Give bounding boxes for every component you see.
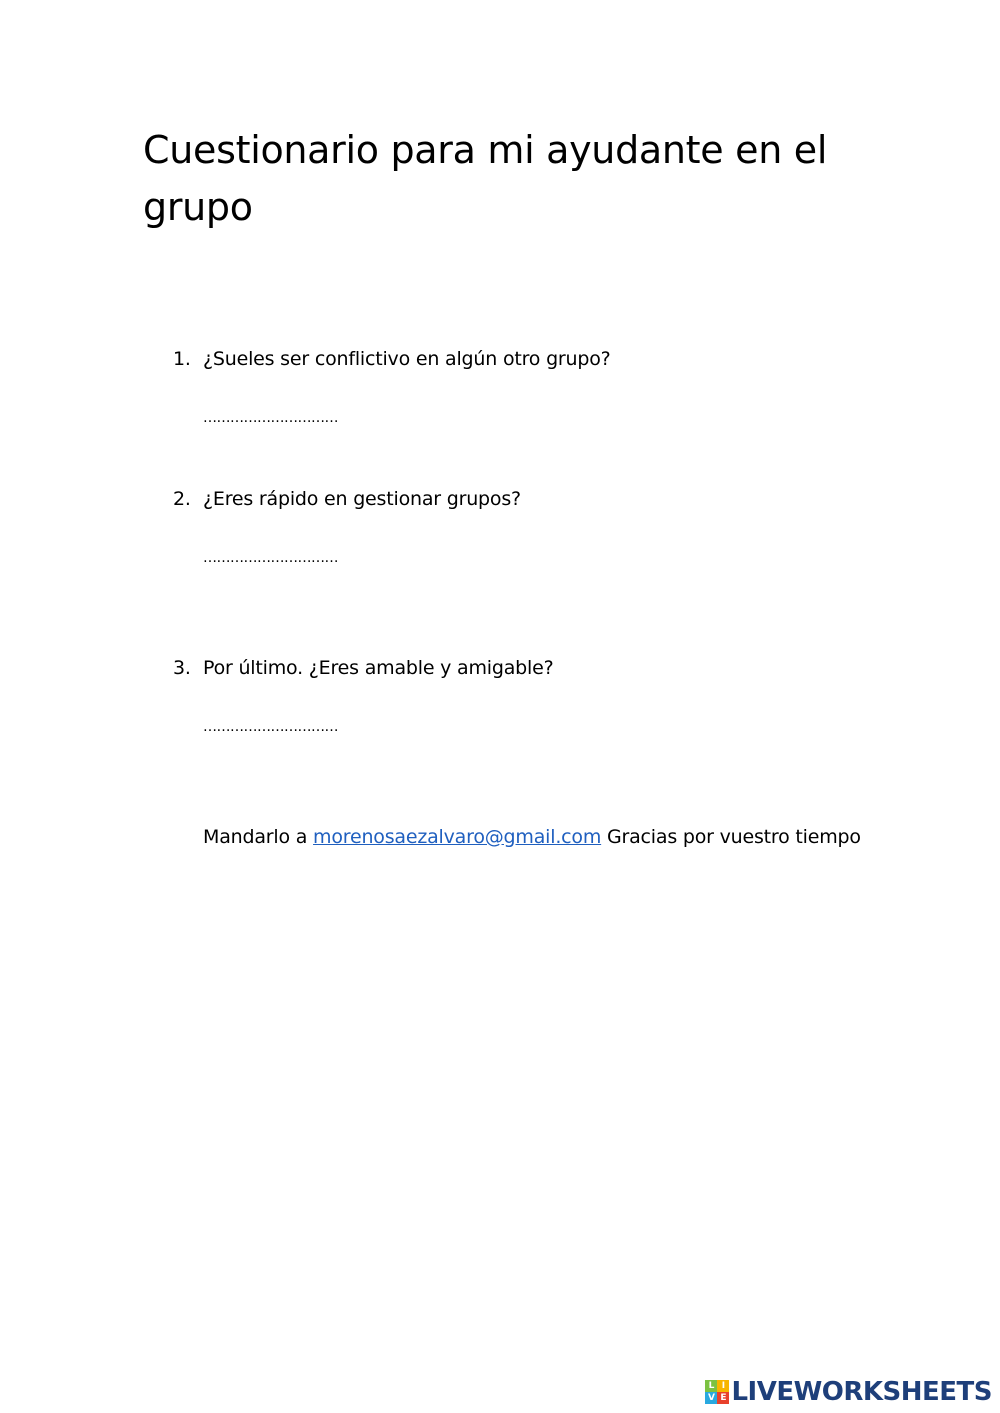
answer-field-3[interactable]: ………………………… [203,719,338,735]
question-number: 2. [173,488,191,510]
footer-suffix: Gracias por vuestro tiempo [601,826,861,848]
question-text: ¿Sueles ser conflictivo en algún otro grupo? [203,348,611,370]
footer-note [203,825,861,849]
footer-prefix: Mandarlo a [203,826,314,848]
question-number: 3. [173,657,191,679]
email-link[interactable]: morenosaezalvaro@gmail.com [313,826,602,848]
logo-letter: V [705,1392,717,1404]
liveworksheets-brand [705,1377,992,1407]
question-1 [173,347,611,371]
question-number: 1. [173,348,191,370]
page-title: Cuestionario para mi ayudante en el grupo [143,128,828,229]
logo-letter: I [717,1380,729,1392]
brand-name: LIVEWORKSHEETS [731,1377,992,1407]
liveworksheets-logo-icon [705,1380,729,1404]
logo-letter: E [717,1392,729,1404]
question-text: Por último. ¿Eres amable y amigable? [203,657,554,679]
question-2 [173,487,521,511]
answer-field-1[interactable]: ………………………… [203,410,338,426]
question-3 [173,656,554,680]
logo-letter: L [705,1380,717,1392]
question-text: ¿Eres rápido en gestionar grupos? [203,488,521,510]
answer-field-2[interactable]: ………………………… [203,550,338,566]
